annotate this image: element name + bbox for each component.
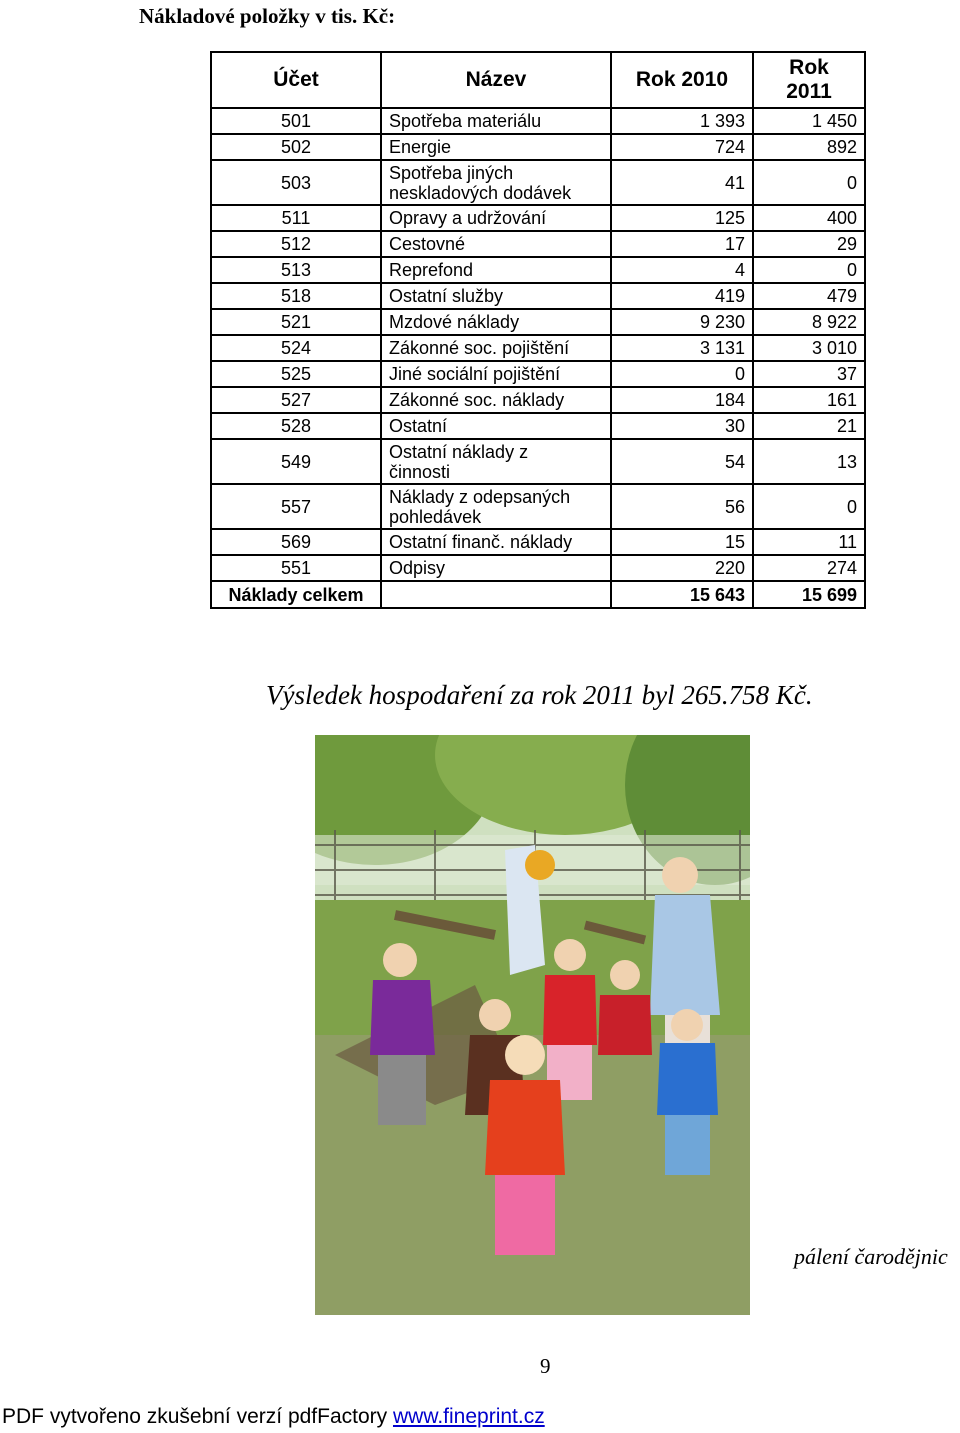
- cell-2010: 15: [611, 529, 753, 555]
- header-name: Název: [381, 52, 611, 108]
- table-row: [211, 387, 865, 413]
- table-row: [211, 134, 865, 160]
- cell-2010: 30: [611, 413, 753, 439]
- cell-account: 528: [211, 413, 381, 439]
- cell-account: 525: [211, 361, 381, 387]
- table-row: [211, 309, 865, 335]
- cell-name: Odpisy: [381, 555, 611, 581]
- cell-account: 518: [211, 283, 381, 309]
- cell-name: Opravy a udržování: [381, 205, 611, 231]
- photo-illustration: [315, 735, 750, 1315]
- result-statement: Výsledek hospodaření za rok 2011 byl 265.758 Kč.: [266, 680, 813, 710]
- cell-2010: 9 230: [611, 309, 753, 335]
- table-row: [211, 484, 865, 529]
- cell-2010: 125: [611, 205, 753, 231]
- table-total-row: [211, 581, 865, 608]
- cell-2011: 274: [753, 555, 865, 581]
- cell-2011: 13: [753, 439, 865, 484]
- cell-2011: 161: [753, 387, 865, 413]
- cell-2011: 8 922: [753, 309, 865, 335]
- cell-name-line1: Spotřeba jiných: [389, 162, 514, 183]
- header-account: Účet: [211, 52, 381, 108]
- cell-2011: 0: [753, 160, 865, 205]
- header-year-2011-line2: 2011: [786, 80, 832, 103]
- cell-name: Energie: [381, 134, 611, 160]
- cell-name: Cestovné: [381, 231, 611, 257]
- footer-text: PDF vytvořeno zkušební verzí pdfFactory: [2, 1405, 393, 1428]
- table-row: [211, 160, 865, 205]
- footer-link[interactable]: www.fineprint.cz: [392, 1405, 545, 1428]
- cell-2011: 479: [753, 283, 865, 309]
- total-2011: 15 699: [753, 581, 865, 608]
- cell-2011: 11: [753, 529, 865, 555]
- cell-name: Zákonné soc. pojištění: [381, 335, 611, 361]
- cell-2010: 54: [611, 439, 753, 484]
- cell-2011: 29: [753, 231, 865, 257]
- table-row: [211, 335, 865, 361]
- cell-2010: 184: [611, 387, 753, 413]
- cell-name: Zákonné soc. náklady: [381, 387, 611, 413]
- cell-2011: 0: [753, 484, 865, 529]
- cell-2010: 4: [611, 257, 753, 283]
- cell-2010: 3 131: [611, 335, 753, 361]
- table-row: [211, 231, 865, 257]
- cell-2011: 1 450: [753, 108, 865, 134]
- cell-2011: 400: [753, 205, 865, 231]
- cell-2011: 892: [753, 134, 865, 160]
- table-row: [211, 413, 865, 439]
- cell-2010: 41: [611, 160, 753, 205]
- cell-account: 551: [211, 555, 381, 581]
- footer: [2, 1405, 545, 1429]
- total-2010: 15 643: [611, 581, 753, 608]
- children-photo: [315, 735, 750, 1315]
- table-row: [211, 439, 865, 484]
- cell-2010: 724: [611, 134, 753, 160]
- cell-name: [381, 160, 611, 205]
- header-year-2011-line1: Rok: [789, 56, 829, 79]
- table-header-row: [211, 52, 865, 108]
- table-row: [211, 283, 865, 309]
- cell-2010: 56: [611, 484, 753, 529]
- table-row: [211, 555, 865, 581]
- cell-2010: 1 393: [611, 108, 753, 134]
- cell-account: 511: [211, 205, 381, 231]
- cell-account: 527: [211, 387, 381, 413]
- cell-name: Ostatní finanč. náklady: [381, 529, 611, 555]
- cell-account: 569: [211, 529, 381, 555]
- cell-2011: 0: [753, 257, 865, 283]
- total-empty-cell: [381, 581, 611, 608]
- cell-account: 502: [211, 134, 381, 160]
- cell-name-line1: Náklady z odepsaných: [389, 486, 571, 507]
- table-row: [211, 529, 865, 555]
- cell-2011: 21: [753, 413, 865, 439]
- cell-account: 524: [211, 335, 381, 361]
- total-label: Náklady celkem: [211, 581, 381, 608]
- header-year-2010: Rok 2010: [611, 52, 753, 108]
- cell-2010: 419: [611, 283, 753, 309]
- cell-name: [381, 439, 611, 484]
- table-row: [211, 361, 865, 387]
- cell-account: 503: [211, 160, 381, 205]
- cell-2010: 17: [611, 231, 753, 257]
- cell-account: 549: [211, 439, 381, 484]
- cell-2010: 0: [611, 361, 753, 387]
- cell-account: 501: [211, 108, 381, 134]
- cell-name-line1: Ostatní náklady z: [389, 441, 529, 462]
- page-number: 9: [540, 1354, 551, 1378]
- cell-name: Ostatní: [381, 413, 611, 439]
- table-row: [211, 205, 865, 231]
- table-row: [211, 257, 865, 283]
- cell-account: 521: [211, 309, 381, 335]
- cell-name-line2: pohledávek: [389, 506, 482, 527]
- page-heading: Nákladové položky v tis. Kč:: [139, 4, 396, 28]
- cell-name-line2: činnosti: [389, 461, 451, 482]
- cell-2011: 3 010: [753, 335, 865, 361]
- cell-name: Reprefond: [381, 257, 611, 283]
- cell-name: Ostatní služby: [381, 283, 611, 309]
- cost-table: [210, 51, 866, 609]
- cell-account: 557: [211, 484, 381, 529]
- cell-account: 512: [211, 231, 381, 257]
- cell-name: Jiné sociální pojištění: [381, 361, 611, 387]
- cell-2010: 220: [611, 555, 753, 581]
- cell-name: Spotřeba materiálu: [381, 108, 611, 134]
- cell-2011: 37: [753, 361, 865, 387]
- cell-name-line2: neskladových dodávek: [389, 182, 572, 203]
- cell-name: [381, 484, 611, 529]
- header-year-2011: [753, 52, 865, 108]
- table-row: [211, 108, 865, 134]
- cell-account: 513: [211, 257, 381, 283]
- cell-name: Mzdové náklady: [381, 309, 611, 335]
- photo-caption: pálení čarodějnic: [794, 1244, 948, 1269]
